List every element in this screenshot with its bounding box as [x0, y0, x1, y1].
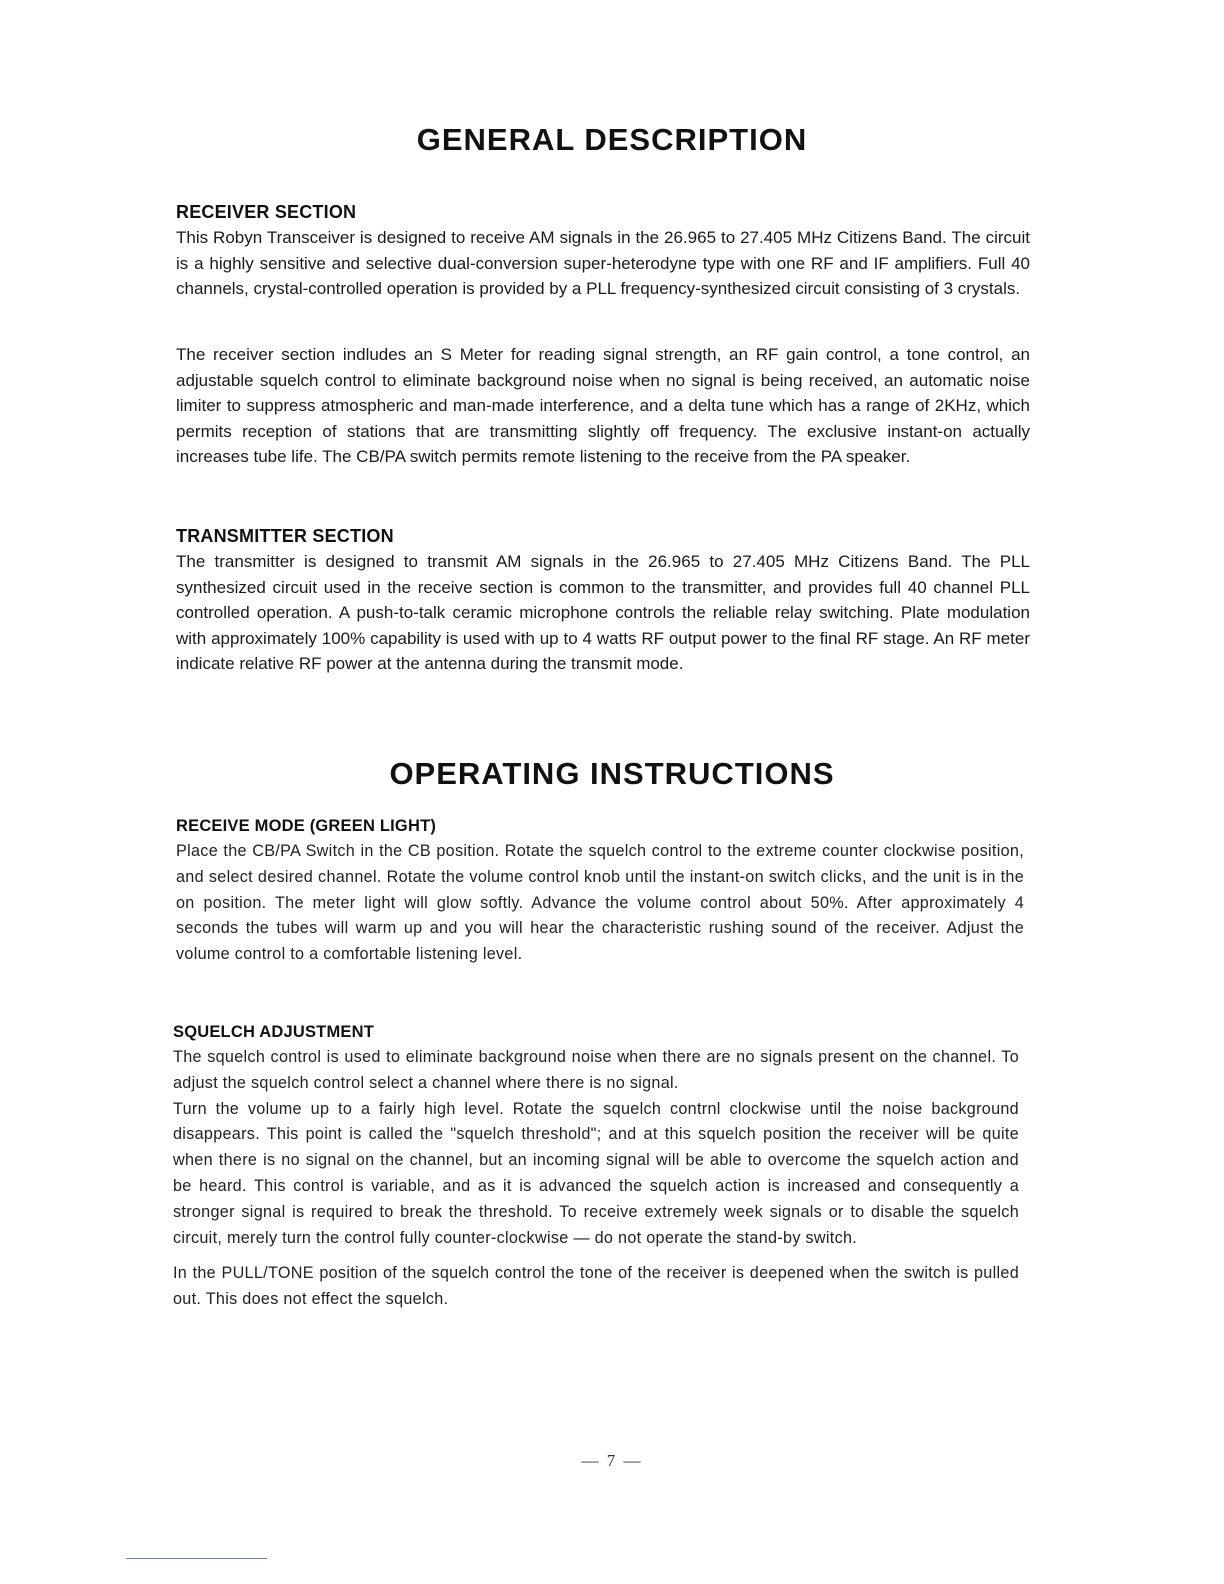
- transmitter-section: [176, 524, 1030, 677]
- squelch-adjustment-paragraph-2: Turn the volume up to a fairly high level. Rotate the squelch contrnl clockwise until the noise background disappears. This point is called the "squelch threshold"; and at this squelch position the receiver will be quite when there is no signal on the channel, but an incoming signal will be able to overcome the squelch action and be heard. This control is variable, and as it is advanced the squelch action is increased and consequently a stronger signal is required to break the threshold. To receive extremely week signals or to disable the squelch circuit, merely turn the control fully counter-clockwise — do not operate the stand-by switch.: [173, 1099, 1019, 1247]
- transmitter-section-paragraph-1: The transmitter is designed to transmit AM signals in the 26.965 to 27.405 MHz Citizens Band. The PLL synthesized circuit used in the receive section is common to the transmitter, and provides full 40 channel PLL controlled operation. A push-to-talk ceramic microphone controls the reliable relay switching. Plate modulation with approximately 100% capability is used with up to 4 watts RF output power to the final RF stage. An RF meter indicate relative RF power at the antenna during the transmit mode.: [176, 552, 1030, 674]
- receiver-section-continued: [176, 342, 1030, 470]
- operating-instructions-title: OPERATING INSTRUCTIONS: [389, 756, 835, 791]
- receiver-section-paragraph-1: This Robyn Transceiver is designed to receive AM signals in the 26.965 to 27.405 MHz Citizens Band. The circuit is a highly sensitive and selective dual-conversion super-heterodyne type with one RF and IF amplifiers. Full 40 channels, crystal-controlled operation is provided by a PLL frequency-synthesized circuit consisting of 3 crystals.: [176, 228, 1030, 299]
- receive-mode-section: [176, 814, 1024, 968]
- bottom-rule: [126, 1558, 267, 1559]
- page-number: — 7 —: [581, 1451, 643, 1470]
- receiver-section: [176, 200, 1030, 302]
- squelch-adjustment-paragraph-3: In the PULL/TONE position of the squelch control the tone of the receiver is deepened when the switch is pulled out. This does not effect the squelch.: [173, 1264, 1019, 1309]
- receiver-section-paragraph-2: The receiver section indludes an S Meter for reading signal strength, an RF gain control, a tone control, an adjustable squelch control to eliminate background noise when no signal is being received, an automatic noise limiter to suppress atmospheric and man-made interference, and a delta tune which has a range of 2KHz, which permits reception of stations that are transmitting slightly off frequency. The exclusive instant-on actually increases tube life. The CB/PA switch permits remote listening to the receive from the PA speaker.: [176, 345, 1030, 467]
- squelch-adjustment-heading: SQUELCH ADJUSTMENT: [173, 1023, 374, 1041]
- general-description-title: GENERAL DESCRIPTION: [416, 122, 808, 157]
- receive-mode-paragraph-1: Place the CB/PA Switch in the CB position. Rotate the squelch control to the extreme counter clockwise position, and select desired channel. Rotate the volume control knob until the instant-on switch clicks, and the unit is in the on position. The meter light will glow softly. Advance the volume control about 50%. After approximately 4 seconds the tubes will warm up and you will hear the characteristic rushing sound of the receiver. Adjust the volume control to a comfortable listening level.: [176, 842, 1024, 964]
- squelch-adjustment-section: [173, 1020, 1019, 1313]
- transmitter-section-heading: TRANSMITTER SECTION: [176, 526, 394, 546]
- receiver-section-heading: RECEIVER SECTION: [176, 202, 357, 222]
- receive-mode-heading: RECEIVE MODE (GREEN LIGHT): [176, 817, 437, 835]
- squelch-adjustment-paragraph-1: The squelch control is used to eliminate background noise when there are no signals present on the channel. To adjust the squelch control select a channel where there is no signal.: [173, 1048, 1019, 1092]
